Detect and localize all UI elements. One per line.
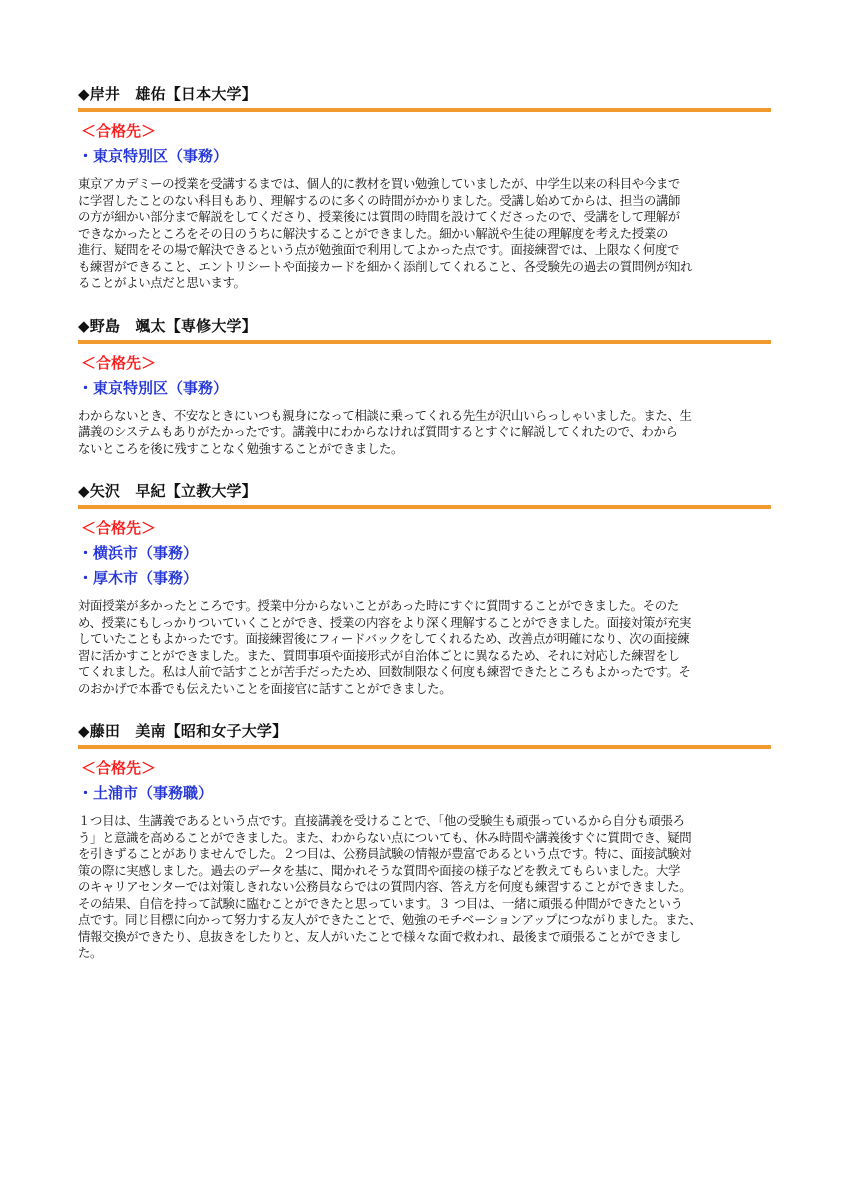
text-line: を引きずることがありませんでした。２つ目は、公務員試験の情報が豊富であるという点です。特に、面接試験対: [78, 846, 692, 861]
text-line: 情報交換ができたり、息抜きをしたりと、友人がいたことで様々な面で救われ、最後まで頑張ることができまし: [78, 928, 681, 944]
orange-divider: [78, 340, 771, 344]
testimonial-page: [78, 84, 772, 962]
passed-destination: ・東京特別区（事務）: [78, 378, 229, 397]
text-line: 対面授業が多かったところです。授業中分からないことがあった時にすぐに質問することができました。そのた: [78, 598, 679, 613]
passed-label: ＜合格先＞: [81, 759, 157, 777]
text-line: 点です。同じ目標に向かって努力する友人ができたことで、勉強のモチベーションアップにつながりました。また、: [78, 912, 702, 927]
student-name-heading: ◆矢沢 早紀【立教大学】: [78, 482, 257, 500]
passed-label: ＜合格先＞: [81, 353, 157, 372]
text-line: に学習したことのない科目もあり、理解するのに多くの時間がかかりました。受講し始めてからは、担当の講師: [78, 192, 681, 208]
text-line: も練習ができること、エントリシートや面接カードを細かく添削してくれること、各受験先の過去の質問例が知れ: [78, 258, 693, 274]
testimonial-text: [78, 408, 772, 458]
text-line: 進行、疑問をその場で解決できるという点が勉強面で利用してよかった点です。面接練習では、上限なく何度で: [78, 242, 680, 257]
text-line: できなかったところをその日のうちに解決することができました。細かい解説や生徒の理解度を考えた授業の: [78, 225, 668, 241]
text-line: 策の際に実感しました。過去のデータを基に、聞かれそうな質問や面接の様子などを教えてもらいました。大学: [78, 862, 681, 878]
passed-label: ＜合格先＞: [81, 519, 157, 537]
student-name-heading: ◆藤田 美南【昭和女子大学】: [78, 722, 288, 740]
testimonial-entry: [78, 84, 772, 292]
orange-divider: [78, 108, 771, 112]
testimonial-text: [78, 598, 772, 697]
orange-divider: [78, 505, 771, 509]
text-line: てくれました。私は人前で話すことが苦手だったため、回数制限なく何度も練習できたところもよかったです。そ: [78, 664, 691, 679]
text-line: 習に活かすことができました。また、質問事項や面接形式が自治体ごとに異なるため、それに対応した練習をし: [78, 647, 680, 663]
passed-destination: ・東京特別区（事務）: [78, 147, 229, 165]
testimonial-text: [78, 176, 772, 292]
orange-divider: [78, 745, 771, 749]
text-line: 講義のシステムもありがたかったです。講義中にわからなければ質問するとすぐに解説してくれたので、わから: [78, 424, 678, 439]
text-line: う」と意識を高めることができました。また、わからない点についても、休み時間や講義後すぐに質問でき、疑問: [78, 829, 692, 845]
text-line: ることがよい点だと思います。: [78, 275, 246, 290]
text-line: １つ目は、生講義であるという点です。直接講義を受けることで、「他の受験生も頑張っているから自分も頑張ろ: [78, 813, 685, 828]
student-name-heading: ◆岸井 雄佑【日本大学】: [78, 85, 257, 103]
passed-label: ＜合格先＞: [81, 122, 157, 140]
text-line: その結果、自信を持って試験に臨むことができたと思っています。３ つ目は、一緒に頑張る仲間ができたという: [78, 895, 683, 911]
testimonial-entry: [78, 316, 772, 458]
passed-destination: ・厚木市（事務）: [78, 569, 199, 587]
text-line: のキャリアセンターでは対策しきれない公務員ならではの質問内容、答え方を何度も練習することができました。: [78, 879, 692, 894]
testimonial-entry: [78, 481, 772, 697]
student-name-heading: ◆野島 颯太【専修大学】: [78, 316, 257, 335]
text-line: の方が細かい部分まで解説をしてくださり、授業後には質問の時間を設けてくださったので、受講をして理解が: [78, 209, 680, 224]
text-line: していたこともよかったです。面接練習後にフィードバックをしてくれるため、改善点が明確になり、次の面接練: [78, 631, 690, 646]
text-line: のおかげで本番でも伝えたいことを面接官に話すことができました。: [78, 680, 452, 696]
text-line: わからないとき、不安なときにいつも親身になって相談に乗ってくれる先生が沢山いらっしゃいました。また、生: [78, 407, 692, 423]
testimonial-text: [78, 813, 772, 962]
text-line: め、授業にもしっかりついていくことができ、授業の内容をより深く理解することができました。面接対策が充実: [78, 614, 692, 630]
passed-destination: ・横浜市（事務）: [78, 544, 199, 562]
text-line: た。: [78, 945, 103, 960]
testimonial-entry: [78, 721, 772, 962]
text-line: 東京アカデミーの授業を受講するまでは、個人的に教材を買い勉強していましたが、中学生以来の科目や今まで: [78, 176, 680, 191]
passed-destination: ・土浦市（事務職）: [78, 784, 214, 802]
text-line: ないところを後に残すことなく勉強することができました。: [78, 440, 404, 456]
